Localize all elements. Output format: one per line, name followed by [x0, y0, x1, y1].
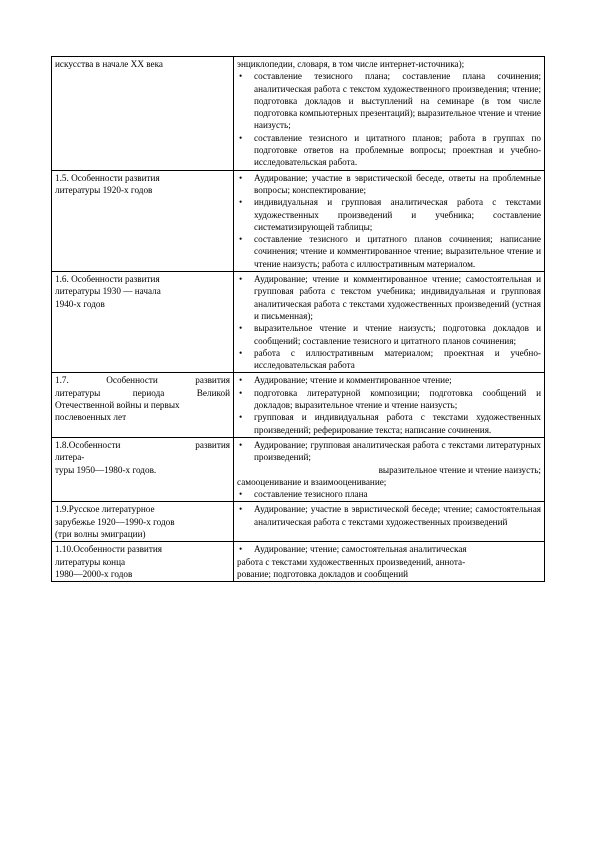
bullet-icon: • [239, 489, 243, 500]
bullet-icon: • [239, 412, 243, 423]
section-title: послевоенных лет [55, 412, 127, 423]
section-title: туры 1950—1980-х годов. [55, 464, 157, 475]
bullet-icon: • [239, 172, 243, 183]
list-item: • составление тезисного и цитатного планов сочинения; написание сочинения; чтение и комментированное чтение; выразительное чтение и чтение наизусть; работа с иллюстративным материалом. [239, 234, 541, 269]
section-title: искусства в начале XX века [55, 59, 164, 69]
section-title: Отечественной войны и первых [55, 400, 180, 411]
section-title: 1.6. Особенности развития [55, 274, 160, 285]
activity-list [237, 273, 541, 371]
section-cell [52, 170, 234, 271]
bullet-icon: • [239, 347, 243, 358]
table-row [52, 437, 545, 501]
bullet-icon: • [239, 504, 243, 515]
bullet-icon: • [239, 375, 243, 386]
section-title: литературы конца [55, 556, 126, 567]
activities-cell [234, 502, 545, 542]
bullet-icon: • [239, 197, 243, 208]
bullet-icon: • [239, 323, 243, 334]
activity-list [237, 70, 541, 168]
list-item: • составление тезисного плана; составление плана сочинения; аналитическая работа с текстом художественного произведения; чтение; подготовка докладов и выступлений на семинаре (в том числе подготовка компьютерных презентаций); выразительное чтение и чтение наизусть; [239, 71, 541, 131]
list-item: • подготовка литературной композиции; подготовка сообщений и докладов; выразительное чтение и чтение наизусть; [239, 387, 541, 411]
list-item: • составление тезисного плана [239, 489, 368, 500]
section-title: 1.9.Русское литературное [55, 504, 155, 515]
list-item: • работа с иллюстративным материалом; проектная и учебно-исследовательская работа [239, 347, 541, 371]
list-item: • Аудирование; чтение и комментированное чтение; самостоятельная и групповая работа с текстом учебника; индивидуальная и групповая аналитическая работа с текстами художественных произведений (устная и письменная); [239, 274, 541, 321]
activity-list [237, 503, 541, 528]
activities-cell [234, 57, 545, 171]
table-row [52, 542, 545, 582]
activities-cell [234, 373, 545, 437]
list-item: • групповая и индивидуальная работа с текстами художественных произведений; реферирование текста; написание сочинения. [239, 412, 541, 435]
bullet-icon: • [239, 234, 243, 245]
section-title: (три волны эмиграции) [55, 528, 146, 539]
table-row [52, 57, 545, 171]
list-item: • Аудирование; чтение; самостоятельная аналитическая [239, 544, 467, 555]
section-title: 1.8.Особенности развития [55, 439, 230, 450]
activity-list [237, 439, 541, 464]
continued-text: работа с текстами художественных произведений, аннота- [237, 556, 466, 567]
section-cell [52, 57, 234, 171]
table-row [52, 272, 545, 373]
section-title: литера- [55, 452, 85, 463]
table-row [52, 373, 545, 437]
section-title: литературы 1920-х годов [55, 184, 153, 195]
table-row [52, 170, 545, 271]
list-item: • Аудирование; участие в эвристической беседе, ответы на проблемные вопросы; конспектирование; [239, 172, 541, 195]
continued-text: самооценивание и взаимооценивание; [237, 476, 387, 487]
section-cell [52, 272, 234, 373]
list-item: • Аудирование; групповая аналитическая работа с текстами литературных произведений; [239, 439, 541, 463]
bullet-icon: • [239, 387, 243, 398]
activity-list [237, 543, 541, 555]
bullet-icon: • [239, 71, 243, 82]
section-title: литературы периода Великой [55, 387, 230, 398]
activities-cell [234, 437, 545, 501]
activities-cell [234, 170, 545, 271]
bullet-icon: • [239, 132, 243, 143]
continued-text: выразительное чтение и чтение наизусть; [378, 464, 541, 475]
activity-list [237, 374, 541, 435]
continued-text: энциклопедии, словаря, в том числе интернет-источника); [237, 59, 465, 69]
section-cell [52, 373, 234, 437]
list-item: • индивидуальная и групповая аналитическая работа с текстами художественных произведений и учебника; составление систематизирующей таблицы; [239, 197, 541, 232]
section-cell [52, 502, 234, 542]
section-title: 1940-х годов [55, 298, 105, 309]
section-cell [52, 437, 234, 501]
bullet-icon: • [239, 439, 243, 450]
section-title: 1.10.Особенности развития [55, 544, 162, 555]
list-item: • Аудирование; участие в эвристической беседе; чтение; самостоятельная аналитическая работа с текстами художественных произведений [239, 504, 541, 527]
section-title: литературы 1930 — начала [55, 286, 161, 297]
section-title: зарубежье 1920—1990-х годов [55, 516, 175, 527]
activity-list [237, 172, 541, 270]
list-item: • Аудирование; чтение и комментированное чтение; [239, 375, 452, 386]
activity-list [237, 488, 541, 500]
activities-cell [234, 272, 545, 373]
list-item: • выразительное чтение и чтение наизусть; подготовка докладов и сообщений; составление тезисного и цитатного планов сочинения; [239, 323, 541, 346]
bullet-icon: • [239, 544, 243, 555]
section-title: 1.5. Особенности развития [55, 172, 160, 183]
table-row [52, 502, 545, 542]
activities-cell [234, 542, 545, 582]
content-table [51, 56, 545, 582]
section-title: 1980—2000-х годов [55, 568, 133, 579]
continued-text: рование; подготовка докладов и сообщений [237, 568, 409, 579]
section-title: 1.7. Особенности развития [55, 375, 230, 386]
bullet-icon: • [239, 274, 243, 285]
section-cell [52, 542, 234, 582]
list-item: • составление тезисного и цитатного планов; работа в группах по подготовке ответов на проблемные вопросы; проектная и учебно-исследовательская работа. [239, 132, 541, 168]
